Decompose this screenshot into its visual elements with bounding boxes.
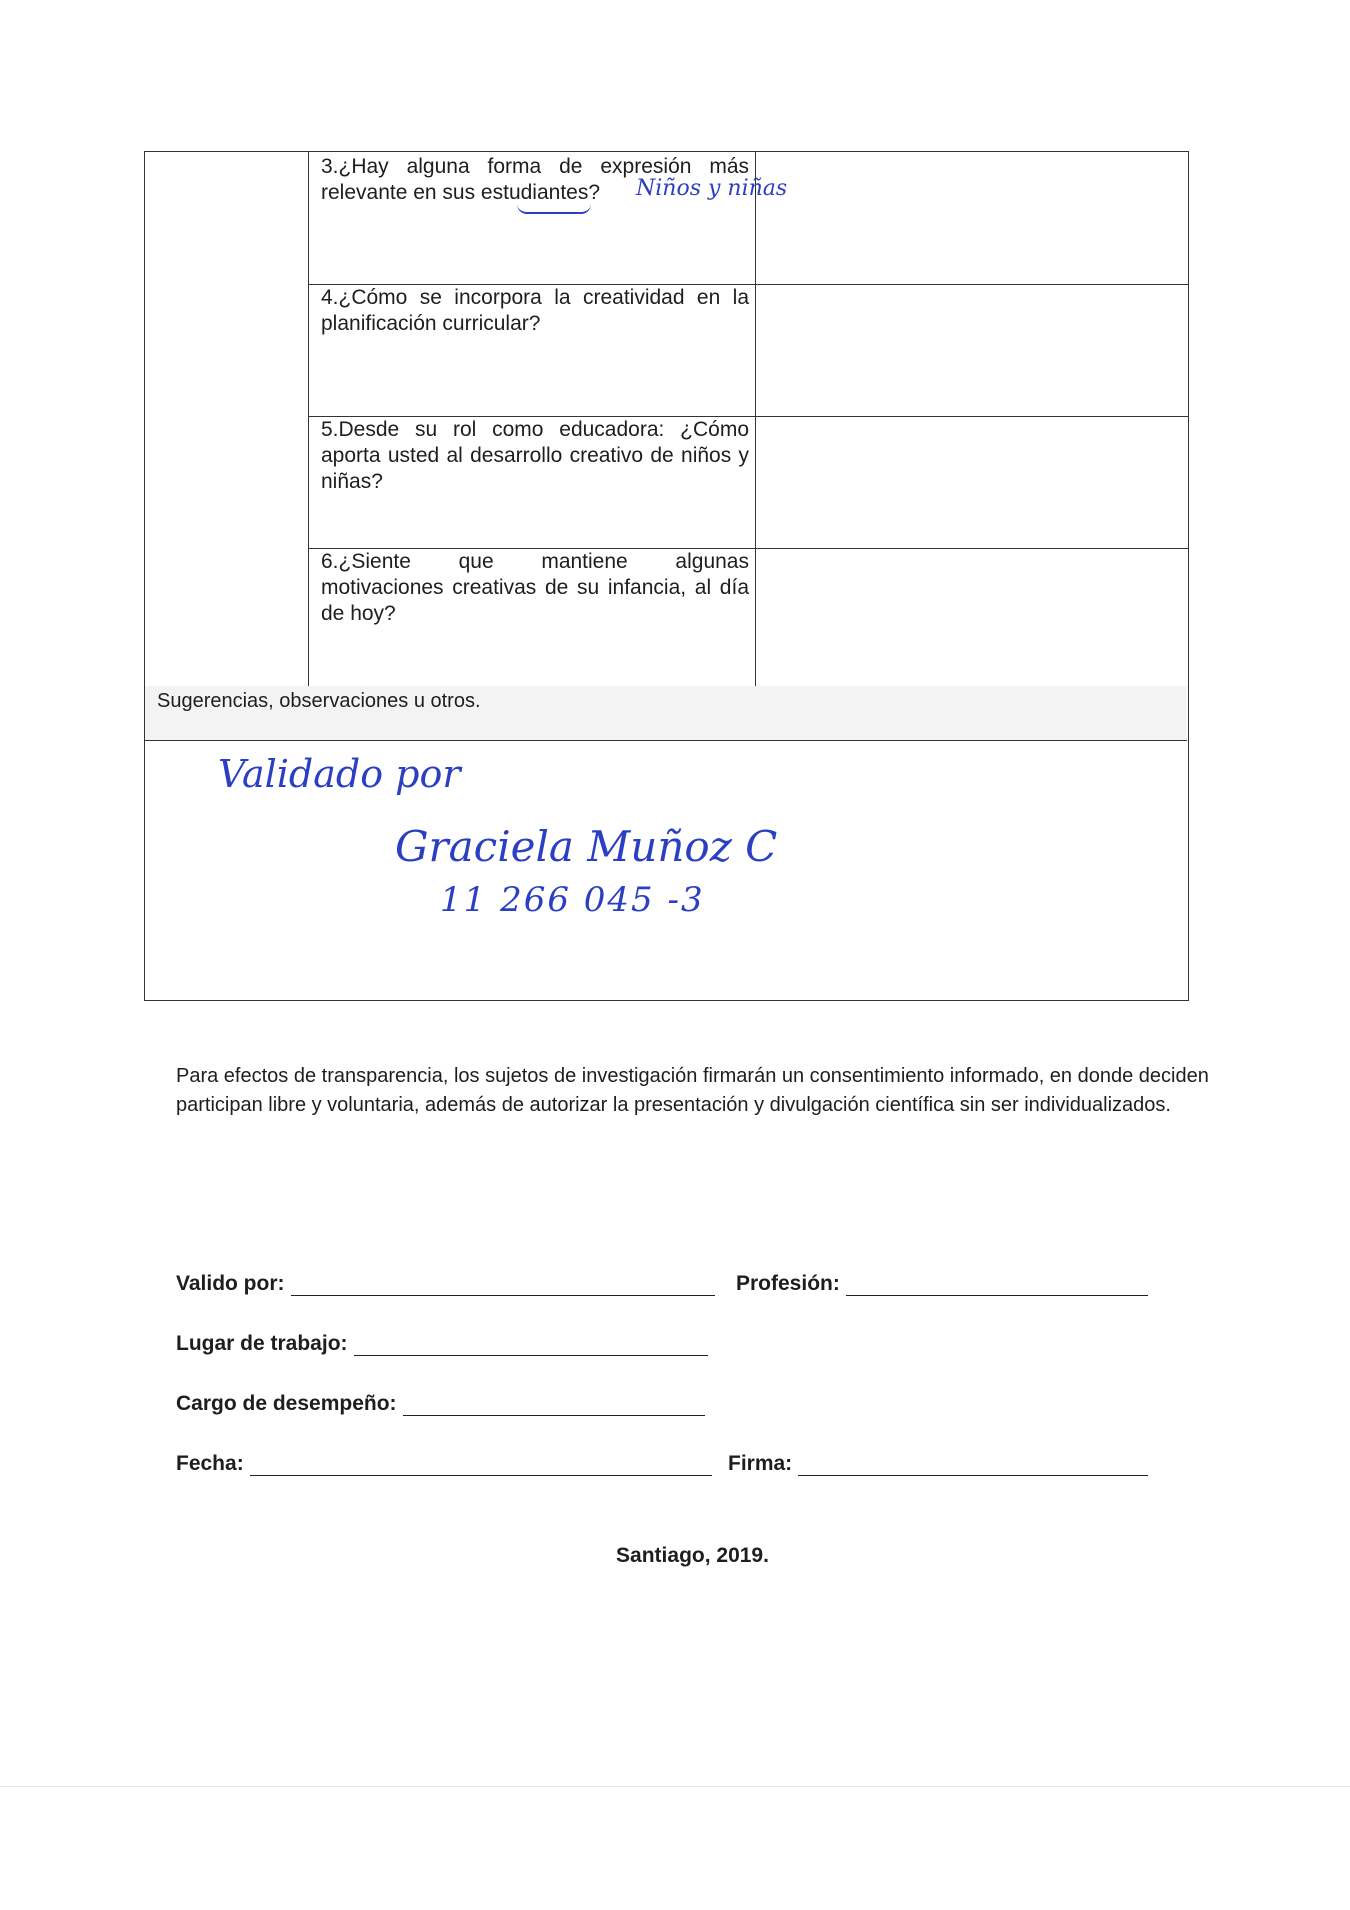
firma-label: Firma: — [728, 1452, 793, 1475]
question-5: 5.Desde su rol como educadora: ¿Cómo aporta usted al desarrollo creativo de niños y niñas? — [321, 418, 749, 493]
lugar-trabajo-field — [176, 1332, 708, 1356]
fecha-label: Fecha: — [176, 1452, 244, 1475]
firma-line[interactable] — [798, 1455, 1148, 1476]
firma-field — [728, 1452, 1148, 1476]
column-divider-2 — [755, 152, 756, 686]
fecha-line[interactable] — [250, 1455, 712, 1476]
profesion-label: Profesión: — [736, 1272, 840, 1295]
handwritten-answer-q3: Niños y niñas — [636, 176, 788, 201]
cargo-field — [176, 1392, 705, 1416]
cargo-label: Cargo de desempeño: — [176, 1392, 397, 1415]
city-year: Santiago, 2019. — [616, 1544, 769, 1567]
fecha-field — [176, 1452, 712, 1476]
column-divider-1 — [308, 152, 309, 686]
profesion-line[interactable] — [846, 1275, 1148, 1296]
question-3: 3.¿Hay alguna forma de expresión más relevante en sus estudiantes? — [321, 155, 749, 204]
profesion-field — [736, 1272, 1148, 1296]
validado-por-line[interactable] — [291, 1275, 715, 1296]
scan-edge-line — [0, 1786, 1350, 1787]
handwritten-id-number: 11 266 045 -3 — [440, 880, 705, 920]
question-6: 6.¿Siente que mantiene algunas motivaciones creativas de su infancia, al día de hoy? — [321, 550, 749, 625]
handwritten-validated-by: Validado por — [218, 752, 461, 796]
handwritten-underline — [517, 204, 591, 214]
suggestions-label: Sugerencias, observaciones u otros. — [157, 690, 481, 712]
validado-por-field — [176, 1272, 715, 1296]
interview-table — [144, 151, 1189, 1001]
row-divider-suggestions-bottom — [145, 740, 1187, 741]
cargo-line[interactable] — [403, 1395, 705, 1416]
question-4: 4.¿Cómo se incorpora la creatividad en la planificación curricular? — [321, 286, 749, 335]
validado-por-label: Valido por: — [176, 1272, 285, 1295]
handwritten-name: Graciela Muñoz C — [395, 822, 778, 871]
lugar-trabajo-label: Lugar de trabajo: — [176, 1332, 348, 1355]
transparency-paragraph: Para efectos de transparencia, los sujetos de investigación firmarán un consentimiento informado, en donde deciden participan libre y voluntaria, además de autorizar la presentación y divulgación científica sin ser individualizados. — [176, 1065, 1209, 1116]
lugar-trabajo-line[interactable] — [354, 1335, 708, 1356]
